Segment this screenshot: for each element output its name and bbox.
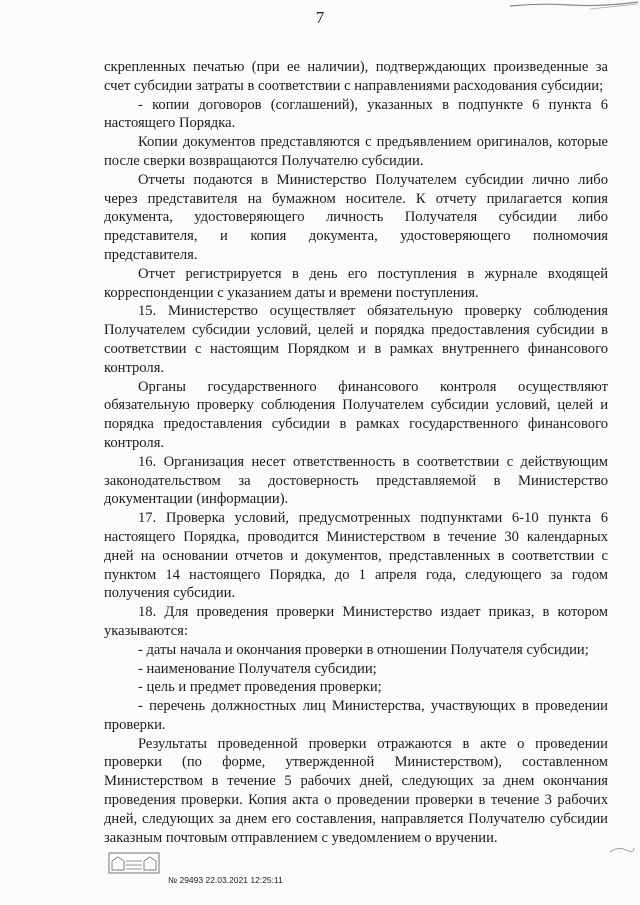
paragraph: скрепленных печатью (при ее наличии), подтверждающих произведенные за счет субсидии затраты в соответствии с направлениями расходования субсидии; <box>104 59 608 94</box>
document-body <box>104 58 608 847</box>
list-item: - цель и предмет проведения проверки; <box>138 679 382 696</box>
paragraph: 18. Для проведения проверки Министерство издает приказ, в котором указываются: <box>104 604 608 639</box>
paragraph: Результаты проведенной проверки отражаются в акте о проведении проверки (по форме, утвержденной Министерством), составленном Министерством в течение 5 рабочих дней, следующих за днем окончания проведения проверки. Копия акта о проведении проверки в течение 3 рабочих дней, следующих за днем его составления, направляется Получателю субсидии заказным почтовым отправлением с уведомлением о вручении. <box>104 735 608 846</box>
paragraph: 17. Проверка условий, предусмотренных подпунктами 6-10 пункта 6 настоящего Порядка, проводится Министерством в течение 30 календарных дней на основании отчетов и документов, представленных в соответствии с пунктом 14 настоящего Порядка, до 1 апреля года, следующего за годом получения субсидии. <box>104 510 608 602</box>
paragraph: Органы государственного финансового контроля осуществляют обязательную проверку соблюдения Получателем субсидии условий, целей и порядка предоставления субсидии в рамках государственного финансового контроля. <box>104 378 608 451</box>
list-item: - даты начала и окончания проверки в отношении Получателя субсидии; <box>138 641 589 658</box>
paragraph: Отчет регистрируется в день его поступления в журнале входящей корреспонденции с указанием даты и времени поступления. <box>104 265 608 301</box>
paragraph: 16. Организация несет ответственность в соответствии с действующим законодательством за достоверность представляемой в Министерство документации (информации). <box>104 453 608 508</box>
government-seal-icon <box>108 852 160 874</box>
list-item: - перечень должностных лиц Министерства, участвующих в проведении проверки. <box>104 698 608 733</box>
list-item: - наименование Получателя субсидии; <box>138 660 377 677</box>
registration-number: № 29493 22.03.2021 12:25:11 <box>168 875 283 885</box>
paragraph: 15. Министерство осуществляет обязательную проверку соблюдения Получателем субсидии условий, целей и порядка предоставления субсидии в соответствии с настоящим Порядком и в рамках внутреннего финансового контроля. <box>104 303 608 376</box>
page-number: 7 <box>315 8 325 27</box>
paragraph: Отчеты подаются в Министерство Получателем субсидии лично либо через представителя на бумажном носителе. К отчету прилагается копия документа, удостоверяющего личность Получателя субсидии либо представителя, и копия документа, удостоверяющего полномочия представителя. <box>104 171 608 263</box>
scan-artifact <box>606 840 636 860</box>
paragraph: Копии документов представляются с предъявлением оригиналов, которые после сверки возвращаются Получателю субсидии. <box>104 134 608 169</box>
paragraph: - копии договоров (соглашений), указанных в подпункте 6 пункта 6 настоящего Порядка. <box>104 96 608 132</box>
